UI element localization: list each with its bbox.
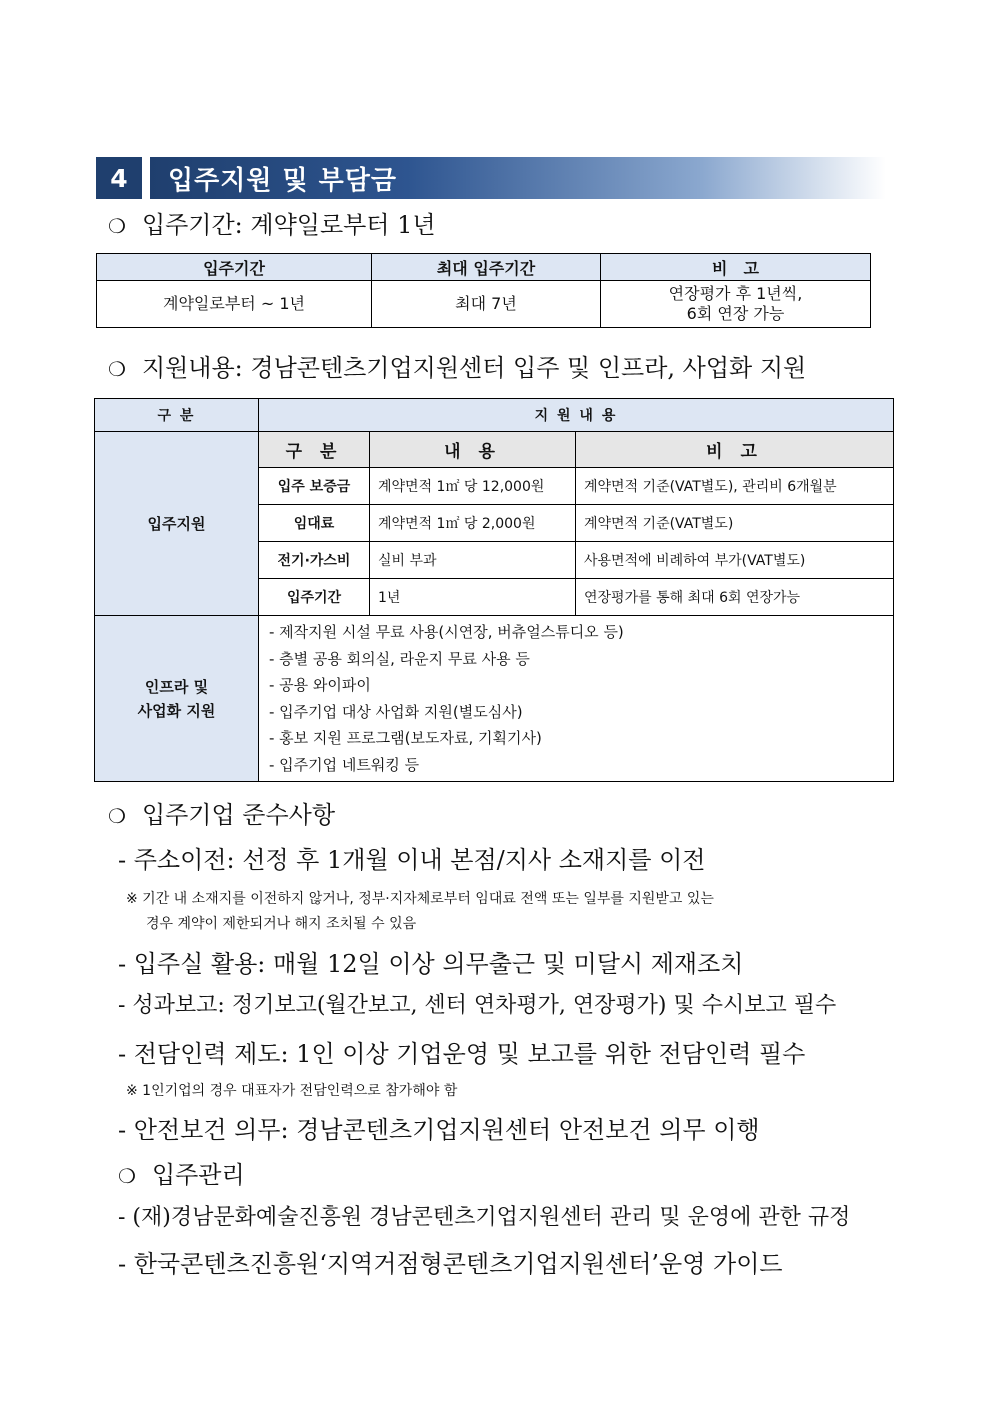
table-header: 비 고: [601, 254, 871, 281]
table-header: 구 분: [95, 399, 259, 432]
row-label: 입주 보증금: [259, 468, 370, 505]
group-label-line: 사업화 지원: [137, 701, 216, 720]
group-label: [95, 616, 259, 782]
table-header: 최대 입주기간: [372, 254, 601, 281]
bullet-text: 입주기간: 계약일로부터 1년: [141, 211, 436, 239]
bullet-management: [118, 1155, 245, 1190]
table-cell: 최대 7년: [372, 281, 601, 328]
move-in-period-table: [96, 253, 871, 328]
row-note: 계약면적 기준(VAT별도): [576, 505, 894, 542]
table-cell: 계약일로부터 ~ 1년: [97, 281, 372, 328]
table-header: 입주기간: [97, 254, 372, 281]
group-label: 입주지원: [95, 432, 259, 616]
compliance-item: - 입주실 활용: 매월 12일 이상 의무출근 및 미달시 제재조치: [118, 950, 744, 978]
management-item: - (재)경남문화예술진흥원 경남콘텐츠기업지원센터 관리 및 운영에 관한 규정: [118, 1205, 851, 1230]
circle-bullet-icon: ❍: [108, 214, 126, 238]
sub-header: 비 고: [576, 432, 894, 468]
row-content: 계약면적 1㎡ 당 2,000원: [370, 505, 576, 542]
list-item: - 층별 공용 회의실, 라운지 무료 사용 등: [269, 649, 530, 668]
row-note: 연장평가를 통해 최대 6회 연장가능: [576, 579, 894, 616]
table-header: 지 원 내 용: [259, 399, 894, 432]
compliance-item: - 안전보건 의무: 경남콘텐츠기업지원센터 안전보건 의무 이행: [118, 1116, 760, 1144]
bullet-text: 지원내용: 경남콘텐츠기업지원센터 입주 및 인프라, 사업화 지원: [141, 354, 807, 382]
compliance-item: - 전담인력 제도: 1인 이상 기업운영 및 보고를 위한 전담인력 필수: [118, 1040, 806, 1068]
list-item: - 공용 와이파이: [269, 676, 371, 694]
compliance-note: ※ 기간 내 소재지를 이전하지 않거나, 정부·지자체로부터 임대료 전액 또는 일부를 지원받고 있는: [126, 891, 714, 907]
row-label: 전기·가스비: [259, 542, 370, 579]
support-content-table: [94, 398, 894, 782]
list-item: - 제작지원 시설 무료 사용(시연장, 버츄얼스튜디오 등): [269, 623, 624, 641]
row-label: 입주기간: [259, 579, 370, 616]
bullet-text: 입주관리: [151, 1161, 245, 1189]
section-title: 입주지원 및 부담금: [168, 165, 398, 196]
bullet-compliance: [108, 795, 335, 830]
bullet-support-content: [108, 348, 806, 383]
row-content: 계약면적 1㎡ 당 12,000원: [370, 468, 576, 505]
group-label-line: 인프라 및: [144, 677, 209, 696]
compliance-note: ※ 1인기업의 경우 대표자가 전담인력으로 참가해야 함: [126, 1083, 458, 1099]
bullet-text: 입주기업 준수사항: [141, 801, 336, 829]
circle-bullet-icon: ❍: [118, 1164, 136, 1188]
infra-support-list: [259, 616, 894, 782]
sub-header: 구 분: [259, 432, 370, 468]
table-cell: [601, 281, 871, 328]
section-header: [96, 157, 886, 199]
list-item: - 입주기업 대상 사업화 지원(별도심사): [269, 702, 523, 721]
management-item: - 한국콘텐츠진흥원‘지역거점형콘텐츠기업지원센터’운영 가이드: [118, 1250, 783, 1278]
section-title-bar: [150, 157, 886, 199]
compliance-item: - 성과보고: 정기보고(월간보고, 센터 연차평가, 연장평가) 및 수시보고 필수: [118, 993, 837, 1018]
compliance-item: - 주소이전: 선정 후 1개월 이내 본점/지사 소재지를 이전: [118, 846, 706, 874]
sub-header: 내 용: [370, 432, 576, 468]
table-cell-line: 연장평가 후 1년씩,: [668, 284, 803, 303]
row-note: 사용면적에 비례하여 부가(VAT별도): [576, 542, 894, 579]
circle-bullet-icon: ❍: [108, 804, 126, 828]
row-label: 임대료: [259, 505, 370, 542]
row-content: 실비 부과: [370, 542, 576, 579]
row-note: 계약면적 기준(VAT별도), 관리비 6개월분: [576, 468, 894, 505]
section-number: 4: [96, 157, 142, 199]
list-item: - 입주기업 네트워킹 등: [269, 755, 420, 774]
circle-bullet-icon: ❍: [108, 357, 126, 381]
table-cell-line: 6회 연장 가능: [686, 304, 785, 323]
compliance-note: 경우 계약이 제한되거나 해지 조치될 수 있음: [146, 916, 417, 932]
bullet-move-in-period: [108, 205, 436, 240]
row-content: 1년: [370, 579, 576, 616]
list-item: - 홍보 지원 프로그램(보도자료, 기획기사): [269, 729, 542, 747]
